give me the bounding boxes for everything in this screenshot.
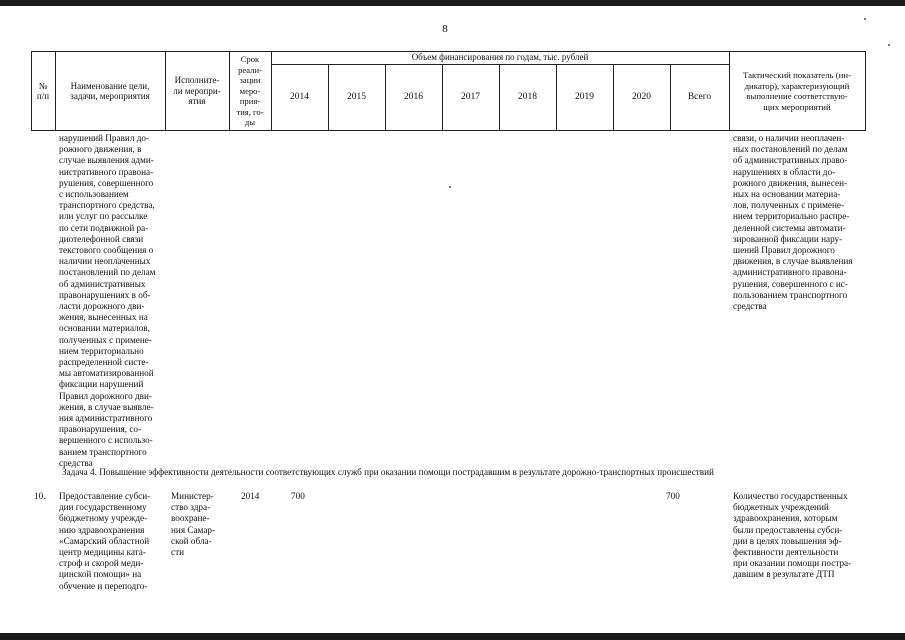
task-4-heading: Задача 4. Повышение эффективности деятельности соответствующих служб при оказании помощи пострадавшим в результате дорожно-транспортных происшествий — [62, 467, 714, 477]
row10-2014: 700 — [291, 491, 305, 501]
table-header — [31, 51, 866, 131]
header-term: Срок реали- зации меро- прия- тия, го- ды — [236, 53, 264, 128]
header-year-2018: 2018 — [518, 92, 537, 103]
scan-speck — [864, 18, 866, 20]
continued-indicator-text: связи, о наличии неоплачен- ных постановлений по делам об административных право- нарушениях в области до- рожного движения, вынесен- ных на основании материа- лов, полученных с примене- нием территориально распре- деленной системы автомати- зированной фиксации нару- шений Правил дорожного движения, в случае выявления административного правона- рушения, совершенного с ис- пользованием транспортного средства — [733, 133, 853, 312]
header-year-2014: 2014 — [290, 92, 309, 103]
header-num: № п/п — [36, 80, 50, 101]
scan-speck — [449, 186, 451, 188]
header-year-2020: 2020 — [632, 92, 651, 103]
header-funding: Объем финансирования по годам, тыс. рублей — [411, 52, 589, 63]
top-border — [0, 0, 905, 6]
header-year-2015: 2015 — [347, 92, 366, 103]
bottom-border — [0, 633, 905, 640]
header-name: Наименование цели, задачи, мероприятия — [70, 80, 150, 101]
row10-name: Предоставление субси- дии государственному бюджетному учрежде- нию здравоохранения «Самарский областной центр медицины ката- строф и скорой меди- цинской помощи» на обучение и переподго- — [59, 491, 151, 591]
header-year-2019: 2019 — [575, 92, 594, 103]
scan-speck — [888, 44, 890, 46]
col-line — [865, 51, 866, 131]
header-executor: Исполните- ли меропри- ятия — [173, 75, 221, 107]
continued-name-text: нарушений Правил до- рожного движения, в случае выявления адми- нистративного правона- рушения, совершенного с использованием транспортного средства, или услуг по рассылке по сети подвижной ра- диотелефонной связи текстового сообщения о наличии неоплаченных постановлений по делам об административных правонарушениях в об- ласти дорожного дви- жения, вынесенных на основании материалов, полученных с примене- нием территориально распределенной систе- мы автоматизированной фиксации нарушений Правил дорожного дви- жения, в случае выявле- ния административного правонарушения, со- вершенного с использо- ванием транспортного средства — [59, 133, 156, 468]
header-year-2017: 2017 — [461, 92, 480, 103]
row10-total: 700 — [666, 491, 680, 501]
header-total: Всего — [687, 92, 712, 103]
row10-num: 10. — [34, 491, 46, 501]
row10-executor: Министер- ство здра- воохране- ния Самар- ской обла- сти — [171, 491, 216, 558]
header-indicator: Тактический показатель (ин- дикатор), характеризующий выполнение соответствую- щих мероприятий — [742, 70, 852, 112]
header-year-2016: 2016 — [404, 92, 423, 103]
page-number: 8 — [442, 23, 448, 35]
row10-term: 2014 — [241, 491, 260, 501]
row10-indicator: Количество государственных бюджетных учреждений здравоохранения, которым были предоставлены субси- дии в целях повышения эф- фективности деятельности при оказании помощи постра- давшим в результате ДТП — [733, 491, 852, 580]
